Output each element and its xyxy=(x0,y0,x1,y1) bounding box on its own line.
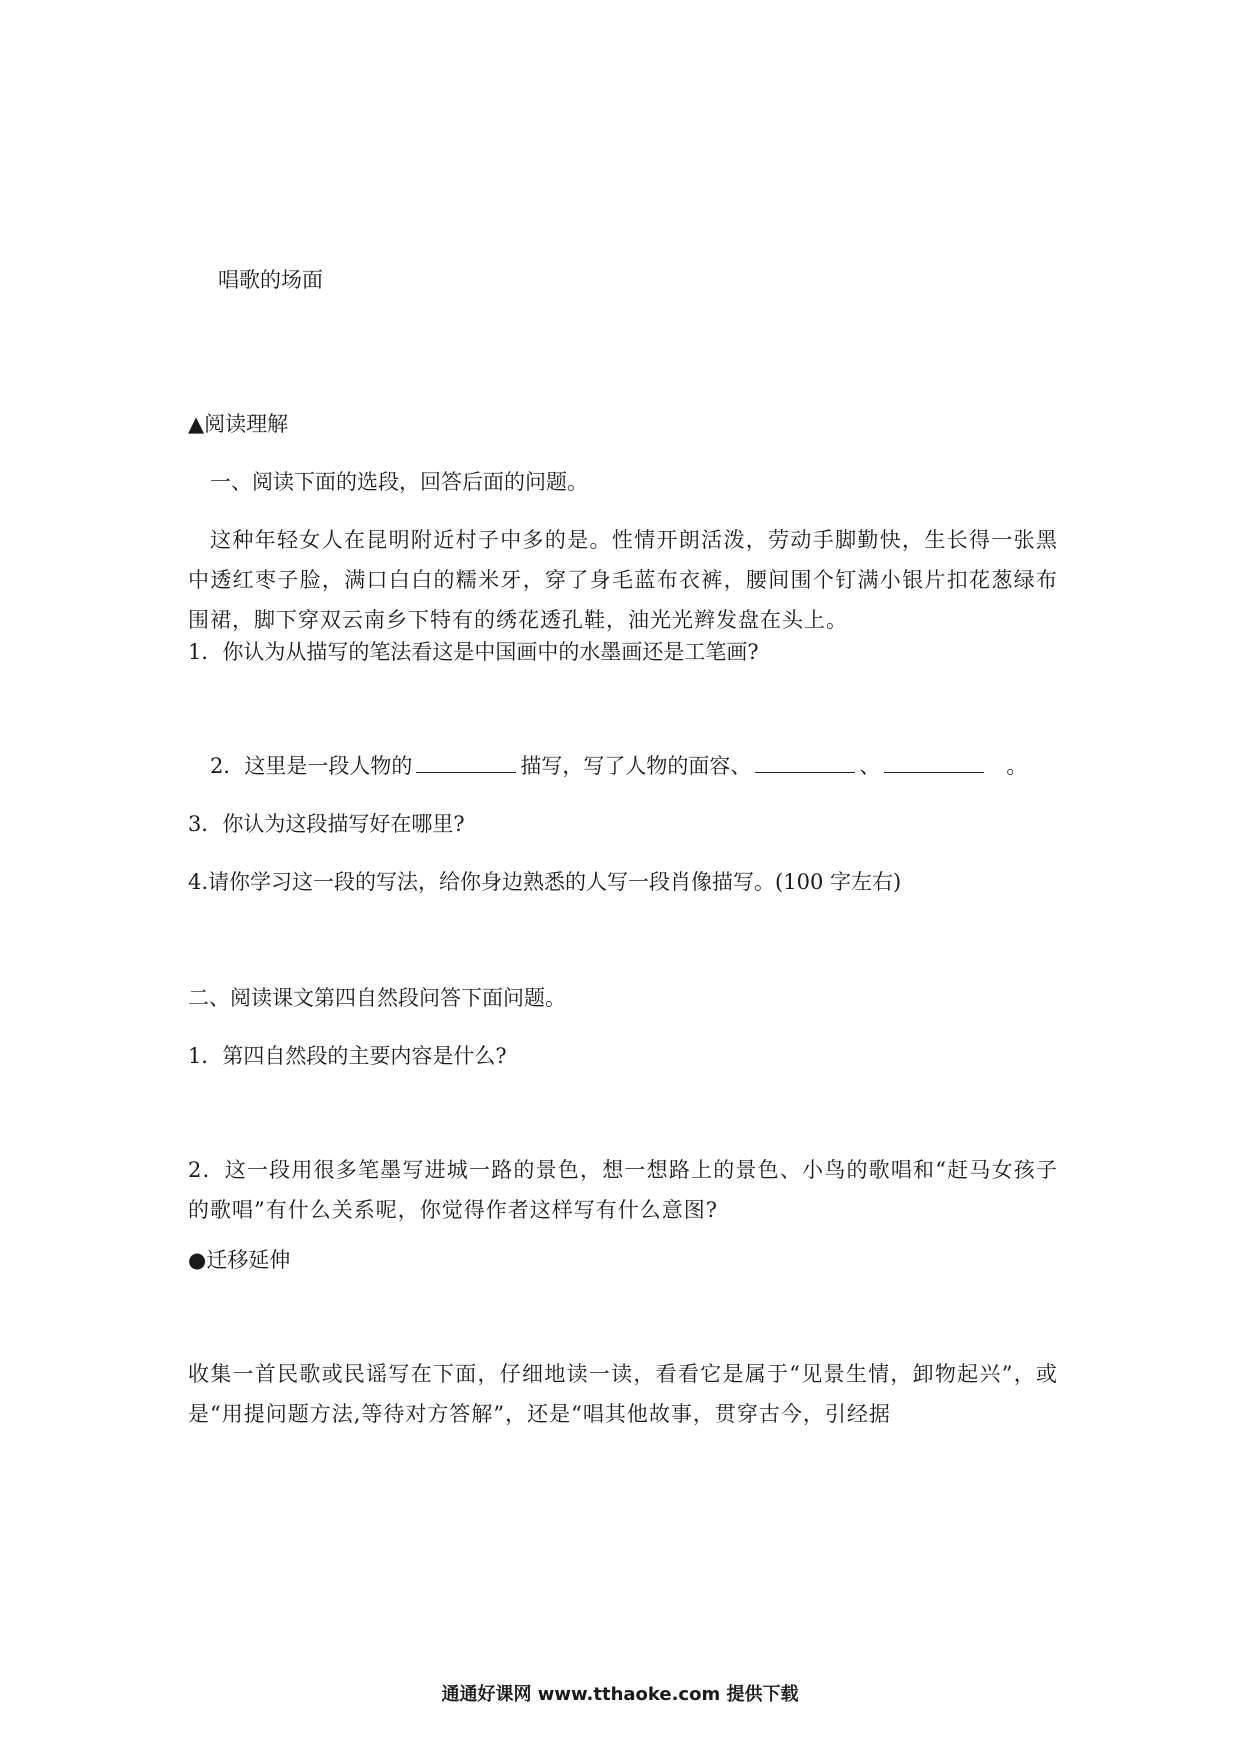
question-2 xyxy=(210,746,1080,786)
part1-instruction: 一、阅读下面的选段，回答后面的问题。 xyxy=(210,470,588,494)
question-1: 1．你认为从描写的笔法看这是中国画中的水墨画还是工笔画? xyxy=(188,640,759,664)
question-2-text-a: 2．这里是一段人物的 xyxy=(210,754,413,778)
section-heading-reading: ▲阅读理解 xyxy=(188,412,289,436)
question-3: 3．你认为这段描写好在哪里? xyxy=(188,812,465,836)
answer-blank-2[interactable] xyxy=(755,748,855,773)
question-2-separator: 、 xyxy=(859,754,881,778)
section-heading-extension: ●迁移延伸 xyxy=(188,1248,291,1272)
part2-instruction: 二、阅读课文第四自然段问答下面问题。 xyxy=(188,986,566,1010)
extension-paragraph: 收集一首民歌或民谣写在下面，仔细地读一读，看看它是属于“见景生情，卸物起兴”，或是“用提问题方法,等待对方答解”，还是“唱其他故事，贯穿古今，引经据 xyxy=(188,1362,1058,1426)
passage-paragraph: 这种年轻女人在昆明附近村子中多的是。性情开朗活泼，劳动手脚勤快，生长得一张黑中透红枣子脸，满口白白的糯米牙，穿了身毛蓝布衣裤，腰间围个钉满小银片扣花葱绿布围裙，脚下穿双云南乡下特有的绣花透孔鞋，油光光辫发盘在头上。 xyxy=(188,528,1058,632)
question-2-text-b: 描写，写了人物的面容、 xyxy=(520,754,752,778)
part2-question-1: 1．第四自然段的主要内容是什么? xyxy=(188,1044,507,1068)
question-2-end: 。 xyxy=(1006,754,1028,778)
part2-question-2: 2．这一段用很多笔墨写进城一路的景色，想一想路上的景色、小鸟的歌唱和“赶马女孩子的歌唱”有什么关系呢，你觉得作者这样写有什么意图? xyxy=(188,1158,1058,1222)
question-4: 4.请你学习这一段的写法，给你身边熟悉的人写一段肖像描写。(100 字左右) xyxy=(188,870,902,894)
page-title: 唱歌的场面 xyxy=(218,268,323,292)
answer-blank-3[interactable] xyxy=(884,748,984,773)
answer-blank-1[interactable] xyxy=(416,748,516,773)
page-footer: 通通好课网 www.tthaoke.com 提供下载 xyxy=(441,1684,799,1705)
